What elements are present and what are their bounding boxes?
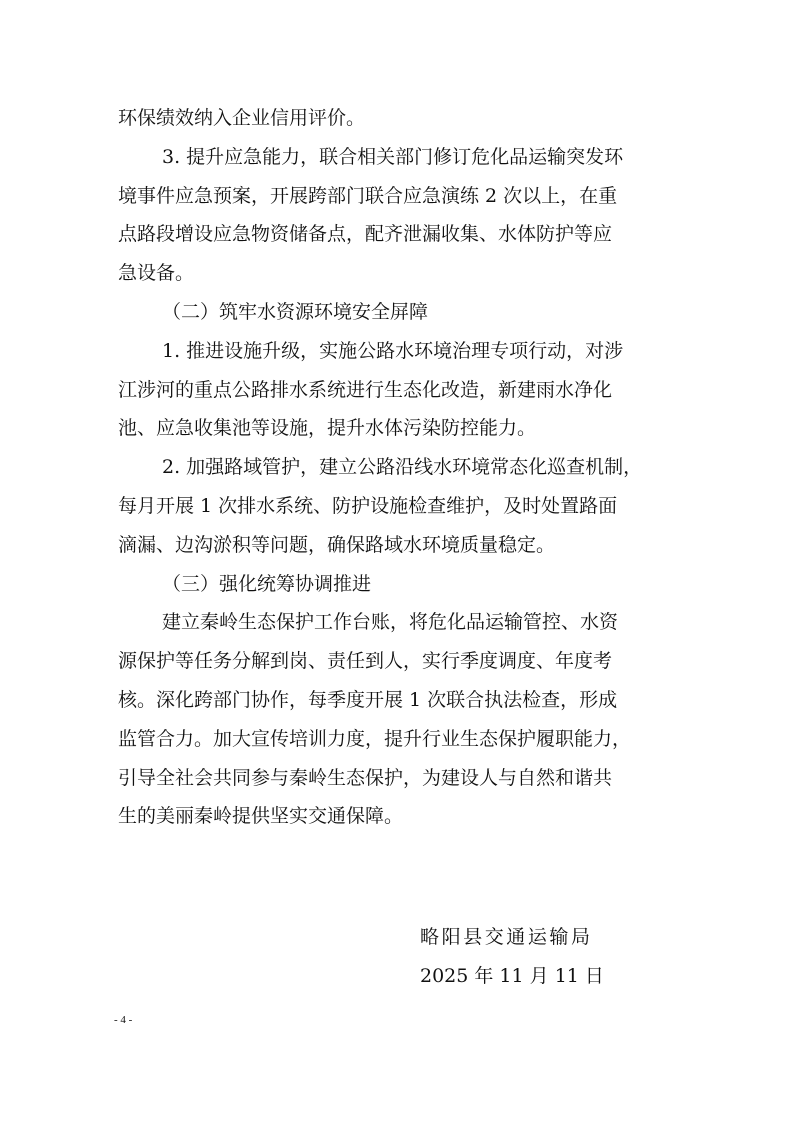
signature-organization: 略阳县交通运输局 [420, 926, 590, 948]
signature-date: 2025 年 11 月 11 日 [420, 965, 604, 987]
paragraph [118, 448, 643, 564]
paragraph [118, 603, 632, 836]
text-line: 点路段增设应急物资储备点，配齐泄漏收集、水体防护等应 [118, 223, 613, 246]
paragraph [118, 332, 624, 448]
text-line: 1. 推进设施升级，实施公路水环境治理专项行动，对涉 [162, 339, 624, 362]
text-line: 环保绩效纳入企业信用评价。 [118, 107, 366, 129]
page-number: - 4 - [114, 1014, 133, 1026]
document-body [118, 99, 643, 836]
paragraph [118, 99, 600, 138]
text-line: （三）强化统筹协调推进 [162, 572, 372, 595]
paragraph [118, 138, 624, 293]
text-line: 引导全社会共同参与秦岭生态保护，为建设人与自然和谐共 [118, 766, 613, 789]
text-line: 池、应急收集池等设施，提升水体污染防控能力。 [118, 417, 537, 440]
text-line: （二）筑牢水资源环境安全屏障 [162, 300, 429, 323]
text-line: 滴漏、边沟淤积等问题，确保路域水环境质量稳定。 [118, 533, 556, 556]
text-line: 生的美丽秦岭提供坚实交通保障。 [118, 805, 404, 828]
text-line: 急设备。 [118, 262, 195, 285]
text-line: 江涉河的重点公路排水系统进行生态化改造，新建雨水净化 [118, 378, 613, 401]
section-heading [118, 565, 600, 604]
text-line: 境事件应急预案，开展跨部门联合应急演练 2 次以上，在重 [118, 184, 618, 207]
text-line: 2. 加强路域管护，建立公路沿线水环境常态化巡查机制， [162, 456, 643, 479]
text-line: 源保护等任务分解到岗、责任到人，实行季度调度、年度考 [118, 650, 613, 673]
text-line: 监管合力。加大宣传培训力度，提升行业生态保护履职能力， [118, 727, 632, 750]
text-line: 每月开展 1 次排水系统、防护设施检查维护，及时处置路面 [118, 494, 618, 517]
text-line: 建立秦岭生态保护工作台账，将危化品运输管控、水资 [162, 611, 619, 634]
text-line: 核。深化跨部门协作，每季度开展 1 次联合执法检查，形成 [118, 688, 618, 711]
section-heading [118, 293, 600, 332]
signature-block [420, 918, 604, 996]
text-line: 3. 提升应急能力，联合相关部门修订危化品运输突发环 [162, 145, 624, 168]
